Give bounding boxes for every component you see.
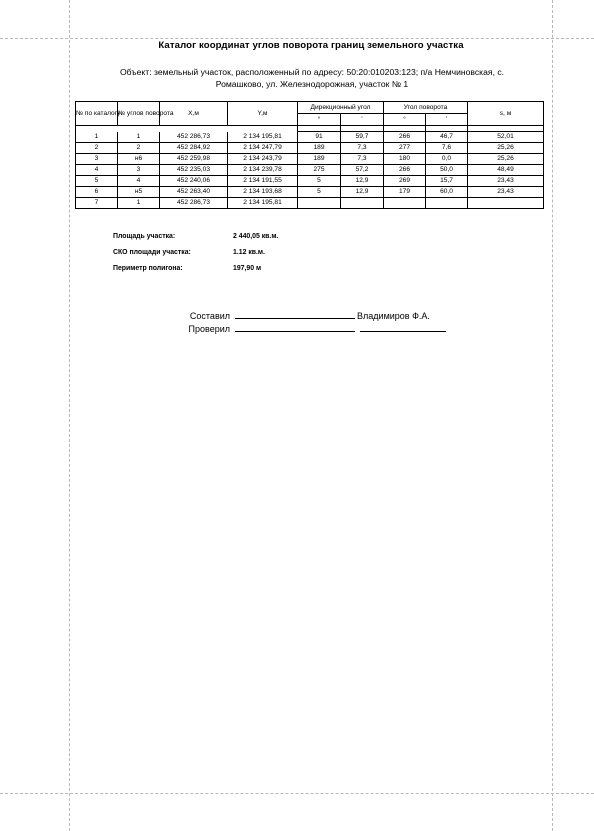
coordinates-table [75, 101, 544, 209]
y-cell: 2 134 195,81 [228, 132, 298, 143]
header-direction-angle: Дирекционный угол [298, 102, 384, 114]
header-direction-deg: ° [298, 114, 341, 126]
area-value: 2 440,05 кв.м. [233, 233, 279, 240]
compiled-name: Владимиров Ф.А. [357, 311, 430, 321]
direction-deg-cell: 189 [298, 143, 341, 154]
page-guide-bottom [0, 793, 594, 794]
turn-min-cell: 7,6 [426, 143, 468, 154]
perimeter-label: Периметр полигона: [113, 265, 183, 272]
table-row [76, 132, 544, 143]
catalog-cell: 2 [76, 143, 118, 154]
corner-cell: 1 [118, 198, 160, 209]
direction-deg-cell: 189 [298, 154, 341, 165]
y-cell: 2 134 247,79 [228, 143, 298, 154]
signature-block [180, 309, 446, 335]
corner-cell: 3 [118, 165, 160, 176]
turn-min-cell: 50,0 [426, 165, 468, 176]
distance-cell: 48,49 [468, 165, 544, 176]
x-cell: 452 235,03 [160, 165, 228, 176]
perimeter-value: 197,90 м [233, 265, 262, 272]
direction-min-cell: 12,9 [341, 176, 384, 187]
turn-min-cell: 60,0 [426, 187, 468, 198]
object-line-2: Ромашково, ул. Железнодорожная, участок № 1 [215, 79, 409, 89]
y-cell: 2 134 243,79 [228, 154, 298, 165]
x-cell: 452 286,73 [160, 132, 228, 143]
table-row [76, 176, 544, 187]
header-x: X,м [160, 102, 228, 126]
checked-line [180, 322, 446, 335]
turn-min-cell: 46,7 [426, 132, 468, 143]
x-cell: 452 286,73 [160, 198, 228, 209]
header-catalog-no: № по каталогу [76, 102, 118, 126]
catalog-cell: 4 [76, 165, 118, 176]
direction-min-cell: 57,2 [341, 165, 384, 176]
direction-min-cell: 7,3 [341, 154, 384, 165]
table-row [76, 154, 544, 165]
sko-value: 1.12 кв.м. [233, 249, 265, 256]
turn-min-cell: 0,0 [426, 154, 468, 165]
page-guide-left [69, 0, 70, 831]
x-cell: 452 263,40 [160, 187, 228, 198]
compiled-label: Составил [189, 311, 230, 321]
distance-cell: 52,01 [468, 132, 544, 143]
catalog-cell: 5 [76, 176, 118, 187]
table-row [76, 187, 544, 198]
x-cell: 452 240,06 [160, 176, 228, 187]
object-description [92, 66, 532, 90]
corner-cell: 4 [118, 176, 160, 187]
direction-min-cell: 7,3 [341, 143, 384, 154]
checked-signature-line [235, 322, 355, 332]
catalog-cell: 1 [76, 132, 118, 143]
page-guide-top [0, 38, 594, 39]
direction-deg-cell: 5 [298, 176, 341, 187]
corner-cell: 1 [118, 132, 160, 143]
y-cell: 2 134 193,68 [228, 187, 298, 198]
x-cell: 452 284,92 [160, 143, 228, 154]
turn-deg-cell: 266 [384, 132, 426, 143]
header-corner-no: № углов поворота [118, 102, 160, 126]
header-turn-deg: ° [384, 114, 426, 126]
direction-min-cell: 12,9 [341, 187, 384, 198]
catalog-cell: 7 [76, 198, 118, 209]
header-direction-min: ' [341, 114, 384, 126]
distance-cell: 25,26 [468, 154, 544, 165]
direction-deg-cell: 91 [298, 132, 341, 143]
corner-cell: н6 [118, 154, 160, 165]
y-cell: 2 134 191,55 [228, 176, 298, 187]
header-distance: s, м [468, 102, 544, 126]
object-line-1: Объект: земельный участок, расположенный по адресу: 50:20:010203:123; п/а Немчиновская, с. [119, 67, 505, 77]
turn-min-cell: 15,7 [426, 176, 468, 187]
catalog-cell: 6 [76, 187, 118, 198]
document-title: Каталог координат углов поворота границ земельного участка [158, 40, 464, 51]
corner-cell: н5 [118, 187, 160, 198]
turn-deg-cell: 266 [384, 165, 426, 176]
compiled-signature-line [235, 309, 355, 319]
header-turn-min: ' [426, 114, 468, 126]
direction-min-cell: 59,7 [341, 132, 384, 143]
direction-deg-cell: 275 [298, 165, 341, 176]
catalog-cell: 3 [76, 154, 118, 165]
y-cell: 2 134 195,81 [228, 198, 298, 209]
area-label: Площадь участка: [113, 233, 176, 240]
y-cell: 2 134 239,78 [228, 165, 298, 176]
distance-cell: 23,43 [468, 176, 544, 187]
table-row [76, 143, 544, 154]
distance-cell: 25,26 [468, 143, 544, 154]
page-guide-right [552, 0, 553, 831]
turn-deg-cell: 179 [384, 187, 426, 198]
turn-deg-cell: 269 [384, 176, 426, 187]
checked-label: Проверил [188, 324, 230, 334]
direction-deg-cell: 5 [298, 187, 341, 198]
turn-deg-cell: 180 [384, 154, 426, 165]
x-cell: 452 259,98 [160, 154, 228, 165]
table-row [76, 165, 544, 176]
checked-name-line [360, 322, 446, 332]
distance-cell: 23,43 [468, 187, 544, 198]
compiled-line [180, 309, 446, 322]
header-turn-angle: Угол поворота [384, 102, 468, 114]
table-row [76, 198, 544, 209]
corner-cell: 2 [118, 143, 160, 154]
turn-deg-cell: 277 [384, 143, 426, 154]
header-y: Y,м [228, 102, 298, 126]
sko-label: СКО площади участка: [113, 249, 191, 256]
